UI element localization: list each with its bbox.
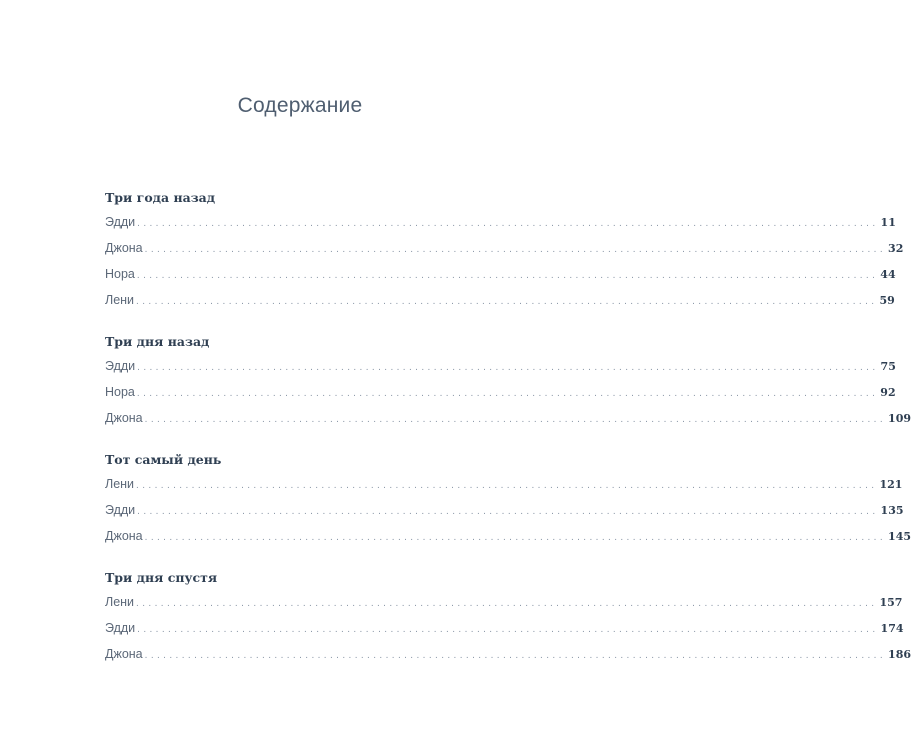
dot-leader: ........................................................................................................................: [137, 362, 879, 373]
dot-leader: ........................................................................................................................: [136, 388, 879, 399]
dot-leader: ........................................................................................................................: [144, 244, 887, 255]
entry-page-number: 92: [880, 386, 896, 399]
dot-leader: ........................................................................................................................: [136, 480, 878, 491]
dot-leader: ........................................................................................................................: [136, 598, 878, 609]
table-of-contents: [105, 187, 911, 685]
dot-leader: ........................................................................................................................: [137, 624, 879, 635]
toc-section: [105, 187, 904, 313]
section-heading: Три дня спустя: [105, 570, 218, 585]
toc-section: [105, 567, 911, 667]
entry-name: Эдди: [105, 215, 136, 229]
toc-section: [105, 331, 911, 431]
entry-page-number: 32: [888, 242, 904, 255]
toc-entry[interactable]: [105, 641, 911, 667]
toc-entry[interactable]: [105, 209, 896, 235]
entry-page-number: 157: [879, 596, 903, 609]
dot-leader: ........................................................................................................................: [144, 650, 887, 661]
toc-entry[interactable]: [105, 589, 903, 615]
entry-name: Лени: [105, 595, 135, 609]
entry-name: Джона: [105, 411, 143, 425]
dot-leader: ........................................................................................................................: [144, 532, 887, 543]
entry-name: Эдди: [105, 359, 136, 373]
section-heading: Тот самый день: [105, 452, 222, 467]
section-heading: Три дня назад: [105, 334, 210, 349]
toc-entry[interactable]: [105, 353, 896, 379]
page-title: Содержание: [237, 94, 363, 118]
dot-leader: ........................................................................................................................: [137, 506, 879, 517]
entry-page-number: 11: [880, 216, 896, 229]
entry-page-number: 186: [888, 648, 911, 661]
toc-entry[interactable]: [105, 615, 904, 641]
toc-entry[interactable]: [105, 497, 904, 523]
toc-entry[interactable]: [105, 471, 903, 497]
entry-page-number: 44: [880, 268, 896, 281]
toc-entry[interactable]: [105, 523, 911, 549]
toc-entry[interactable]: [105, 405, 911, 431]
entry-page-number: 121: [879, 478, 903, 491]
toc-entry[interactable]: [105, 261, 896, 287]
entry-name: Джона: [105, 647, 143, 661]
entry-name: Джона: [105, 241, 143, 255]
entry-name: Джона: [105, 529, 143, 543]
toc-section: [105, 449, 911, 549]
entry-page-number: 75: [880, 360, 896, 373]
dot-leader: ........................................................................................................................: [137, 218, 879, 229]
entry-name: Эдди: [105, 621, 136, 635]
entry-name: Нора: [105, 385, 135, 399]
entry-name: Лени: [105, 293, 135, 307]
entry-page-number: 109: [888, 412, 911, 425]
dot-leader: ........................................................................................................................: [136, 296, 878, 307]
toc-entry[interactable]: [105, 235, 904, 261]
entry-page-number: 59: [879, 294, 895, 307]
entry-name: Нора: [105, 267, 135, 281]
entry-name: Эдди: [105, 503, 136, 517]
entry-page-number: 145: [888, 530, 911, 543]
toc-entry[interactable]: [105, 287, 895, 313]
dot-leader: ........................................................................................................................: [144, 414, 887, 425]
toc-entry[interactable]: [105, 379, 896, 405]
entry-page-number: 135: [880, 504, 904, 517]
entry-name: Лени: [105, 477, 135, 491]
entry-page-number: 174: [880, 622, 904, 635]
dot-leader: ........................................................................................................................: [136, 270, 879, 281]
section-heading: Три года назад: [105, 190, 216, 205]
